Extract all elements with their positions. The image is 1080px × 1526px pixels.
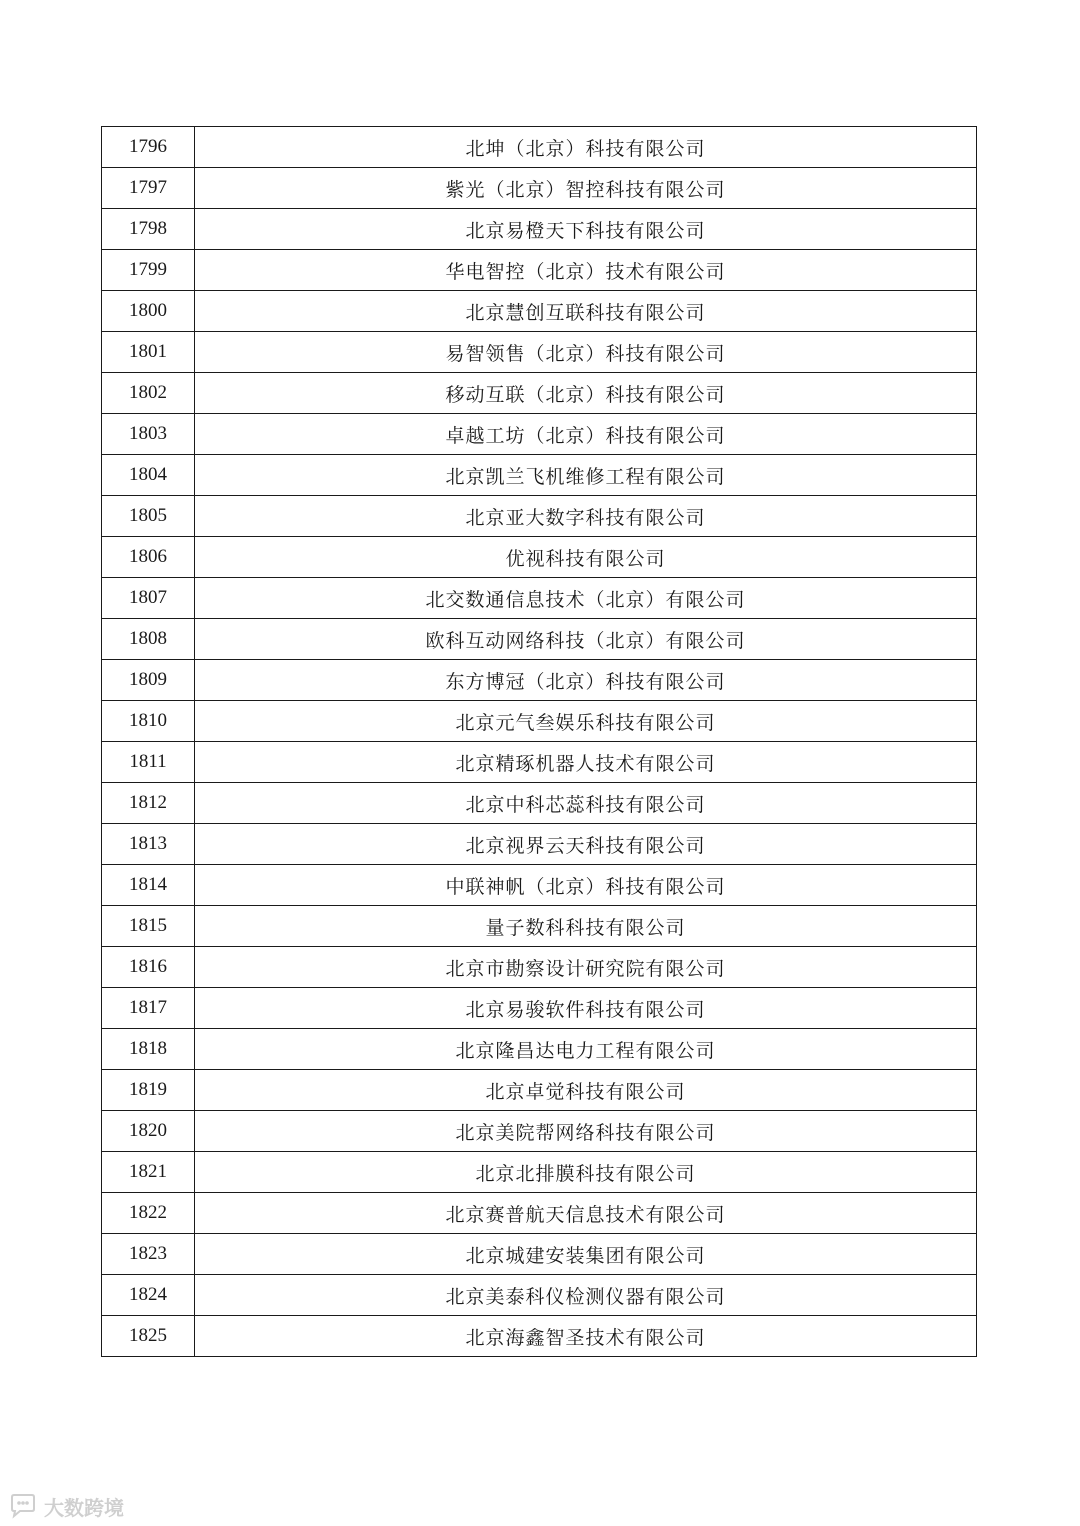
row-number: 1796	[102, 127, 195, 168]
company-name: 移动互联（北京）科技有限公司	[195, 373, 977, 414]
table-row	[102, 1234, 977, 1275]
row-number: 1804	[102, 455, 195, 496]
row-number: 1817	[102, 988, 195, 1029]
row-number: 1803	[102, 414, 195, 455]
row-number: 1818	[102, 1029, 195, 1070]
company-name: 北京卓觉科技有限公司	[195, 1070, 977, 1111]
company-name: 量子数科科技有限公司	[195, 906, 977, 947]
row-number: 1820	[102, 1111, 195, 1152]
company-name: 易智领售（北京）科技有限公司	[195, 332, 977, 373]
table-row	[102, 332, 977, 373]
company-name: 东方博冠（北京）科技有限公司	[195, 660, 977, 701]
row-number: 1810	[102, 701, 195, 742]
table-row	[102, 209, 977, 250]
company-name: 优视科技有限公司	[195, 537, 977, 578]
table-row	[102, 537, 977, 578]
table-row	[102, 906, 977, 947]
table-row	[102, 660, 977, 701]
company-name: 欧科互动网络科技（北京）有限公司	[195, 619, 977, 660]
row-number: 1802	[102, 373, 195, 414]
company-name: 中联神帆（北京）科技有限公司	[195, 865, 977, 906]
company-name: 北京元气叁娱乐科技有限公司	[195, 701, 977, 742]
table-body	[102, 127, 977, 1357]
company-name: 北京赛普航天信息技术有限公司	[195, 1193, 977, 1234]
table-row	[102, 742, 977, 783]
row-number: 1812	[102, 783, 195, 824]
row-number: 1821	[102, 1152, 195, 1193]
company-name: 北京易橙天下科技有限公司	[195, 209, 977, 250]
table-row	[102, 578, 977, 619]
company-name: 北京城建安装集团有限公司	[195, 1234, 977, 1275]
company-name: 卓越工坊（北京）科技有限公司	[195, 414, 977, 455]
chat-bubble-logo-icon	[8, 1493, 38, 1519]
row-number: 1811	[102, 742, 195, 783]
row-number: 1816	[102, 947, 195, 988]
row-number: 1805	[102, 496, 195, 537]
table-row	[102, 127, 977, 168]
row-number: 1813	[102, 824, 195, 865]
row-number: 1808	[102, 619, 195, 660]
table-row	[102, 1193, 977, 1234]
company-name: 北京美院帮网络科技有限公司	[195, 1111, 977, 1152]
row-number: 1815	[102, 906, 195, 947]
row-number: 1801	[102, 332, 195, 373]
table-row	[102, 865, 977, 906]
company-name: 北京海鑫智圣技术有限公司	[195, 1316, 977, 1357]
company-name: 北京隆昌达电力工程有限公司	[195, 1029, 977, 1070]
company-name: 华电智控（北京）技术有限公司	[195, 250, 977, 291]
company-name: 北坤（北京）科技有限公司	[195, 127, 977, 168]
row-number: 1806	[102, 537, 195, 578]
company-name: 北京中科芯蕊科技有限公司	[195, 783, 977, 824]
watermark-text: 大数跨境	[44, 1495, 124, 1520]
row-number: 1822	[102, 1193, 195, 1234]
row-number: 1814	[102, 865, 195, 906]
company-list-table	[101, 126, 977, 1357]
table-row	[102, 988, 977, 1029]
row-number: 1809	[102, 660, 195, 701]
company-name: 北京易骏软件科技有限公司	[195, 988, 977, 1029]
company-name: 北京精琢机器人技术有限公司	[195, 742, 977, 783]
row-number: 1798	[102, 209, 195, 250]
table-row	[102, 783, 977, 824]
company-name: 北京慧创互联科技有限公司	[195, 291, 977, 332]
table-row	[102, 1275, 977, 1316]
table-row	[102, 1111, 977, 1152]
table-row	[102, 947, 977, 988]
row-number: 1807	[102, 578, 195, 619]
table-row	[102, 619, 977, 660]
table-row	[102, 250, 977, 291]
company-name: 北京市勘察设计研究院有限公司	[195, 947, 977, 988]
table-row	[102, 373, 977, 414]
row-number: 1824	[102, 1275, 195, 1316]
table-row	[102, 1316, 977, 1357]
table-row	[102, 168, 977, 209]
company-name: 紫光（北京）智控科技有限公司	[195, 168, 977, 209]
company-name: 北京北排膜科技有限公司	[195, 1152, 977, 1193]
row-number: 1825	[102, 1316, 195, 1357]
table-row	[102, 496, 977, 537]
table-row	[102, 455, 977, 496]
row-number: 1823	[102, 1234, 195, 1275]
table-row	[102, 1152, 977, 1193]
company-name: 北京美泰科仪检测仪器有限公司	[195, 1275, 977, 1316]
company-name: 北交数通信息技术（北京）有限公司	[195, 578, 977, 619]
company-name: 北京凯兰飞机维修工程有限公司	[195, 455, 977, 496]
table-row	[102, 824, 977, 865]
watermark	[8, 1492, 124, 1520]
row-number: 1799	[102, 250, 195, 291]
company-name: 北京视界云天科技有限公司	[195, 824, 977, 865]
table-row	[102, 1029, 977, 1070]
row-number: 1797	[102, 168, 195, 209]
table-row	[102, 414, 977, 455]
table-row	[102, 1070, 977, 1111]
row-number: 1800	[102, 291, 195, 332]
row-number: 1819	[102, 1070, 195, 1111]
company-name: 北京亚大数字科技有限公司	[195, 496, 977, 537]
table-row	[102, 291, 977, 332]
table-row	[102, 701, 977, 742]
